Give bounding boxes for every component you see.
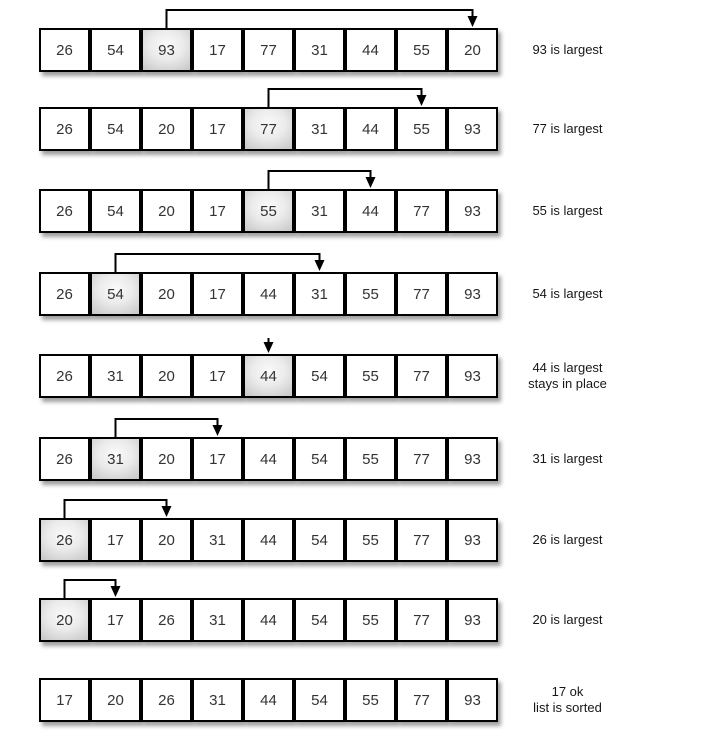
array-cell: 17	[192, 272, 243, 316]
array-cell: 54	[294, 354, 345, 398]
array-cell: 31	[294, 189, 345, 233]
step-label	[505, 107, 630, 151]
array-cell: 20	[141, 189, 192, 233]
array-cell: 55	[345, 272, 396, 316]
swap-arrowhead-icon	[468, 16, 478, 27]
array-cell: 44	[243, 272, 294, 316]
swap-arrow-line	[116, 254, 320, 272]
array-cell: 44	[345, 189, 396, 233]
step-label-line: list is sorted	[533, 700, 602, 715]
swap-arrow-line	[269, 171, 371, 189]
array-cell: 44	[243, 437, 294, 481]
array-cell-highlighted: 26	[39, 518, 90, 562]
swap-arrow	[39, 159, 498, 189]
array-cell: 20	[90, 678, 141, 722]
array-cell: 54	[294, 437, 345, 481]
swap-arrow	[39, 324, 498, 354]
array-cell: 55	[345, 518, 396, 562]
sort-step-7	[0, 518, 712, 562]
sort-step-3	[0, 189, 712, 233]
array-cell: 17	[192, 437, 243, 481]
step-label-line: 77 is largest	[532, 121, 603, 136]
array-cell: 20	[141, 518, 192, 562]
array-cell: 20	[141, 354, 192, 398]
array-cell: 44	[243, 598, 294, 642]
swap-arrow	[39, 0, 498, 28]
array-row	[39, 598, 498, 642]
array-cell: 93	[447, 107, 498, 151]
swap-arrowhead-icon	[162, 506, 172, 517]
sort-step-9	[0, 678, 712, 722]
array-cell: 44	[345, 28, 396, 72]
array-cell: 77	[396, 518, 447, 562]
array-cell: 55	[396, 28, 447, 72]
array-cell: 17	[90, 518, 141, 562]
swap-arrow-line	[269, 89, 422, 107]
array-cell: 93	[447, 598, 498, 642]
array-cell: 20	[447, 28, 498, 72]
swap-arrow	[39, 568, 498, 598]
array-cell: 20	[141, 272, 192, 316]
array-cell: 20	[141, 437, 192, 481]
swap-arrowhead-icon	[111, 586, 121, 597]
step-label	[505, 28, 630, 72]
swap-arrow-line	[65, 580, 116, 598]
swap-arrowhead-icon	[315, 260, 325, 271]
array-cell: 77	[396, 437, 447, 481]
swap-arrow-line	[65, 500, 167, 518]
swap-arrow-line	[167, 10, 473, 28]
array-row	[39, 518, 498, 562]
array-cell: 55	[345, 678, 396, 722]
array-row	[39, 678, 498, 722]
array-cell-highlighted: 31	[90, 437, 141, 481]
array-cell-highlighted: 20	[39, 598, 90, 642]
step-label-line: 26 is largest	[532, 532, 603, 547]
array-cell: 31	[294, 28, 345, 72]
array-cell: 26	[39, 272, 90, 316]
array-cell: 54	[294, 518, 345, 562]
array-cell: 17	[192, 107, 243, 151]
array-cell: 93	[447, 518, 498, 562]
step-label	[505, 189, 630, 233]
step-label-line: stays in place	[528, 376, 607, 391]
array-cell: 93	[447, 272, 498, 316]
array-cell: 17	[192, 189, 243, 233]
array-cell-highlighted: 55	[243, 189, 294, 233]
array-row	[39, 28, 498, 72]
array-cell: 31	[294, 107, 345, 151]
swap-arrowhead-icon	[417, 95, 427, 106]
swap-arrow	[39, 407, 498, 437]
swap-arrow-line	[116, 419, 218, 437]
array-row	[39, 107, 498, 151]
array-cell: 26	[39, 189, 90, 233]
array-cell-highlighted: 54	[90, 272, 141, 316]
array-cell: 54	[294, 598, 345, 642]
step-label-line: 93 is largest	[532, 42, 603, 57]
sort-step-6	[0, 437, 712, 481]
step-label-line: 55 is largest	[532, 203, 603, 218]
step-label-line: 54 is largest	[532, 286, 603, 301]
array-cell: 20	[141, 107, 192, 151]
array-cell: 44	[243, 518, 294, 562]
array-cell: 77	[396, 272, 447, 316]
sort-step-8	[0, 598, 712, 642]
array-cell: 26	[39, 354, 90, 398]
array-cell: 55	[345, 354, 396, 398]
array-cell: 77	[396, 678, 447, 722]
array-cell: 31	[192, 518, 243, 562]
array-cell: 77	[396, 598, 447, 642]
swap-arrowhead-icon	[366, 177, 376, 188]
step-label-line: 17 ok	[551, 684, 584, 699]
step-label	[505, 678, 630, 722]
array-cell: 55	[345, 598, 396, 642]
step-label-line: 20 is largest	[532, 612, 603, 627]
array-cell: 54	[90, 189, 141, 233]
array-cell: 93	[447, 189, 498, 233]
swap-arrowhead-icon	[213, 425, 223, 436]
step-label	[505, 354, 630, 398]
swap-arrow	[39, 488, 498, 518]
step-label	[505, 437, 630, 481]
array-cell: 26	[141, 598, 192, 642]
array-cell: 17	[90, 598, 141, 642]
array-cell-highlighted: 44	[243, 354, 294, 398]
array-cell: 31	[192, 598, 243, 642]
swap-arrow	[39, 77, 498, 107]
array-cell: 17	[192, 354, 243, 398]
array-cell: 26	[39, 28, 90, 72]
array-cell: 17	[192, 28, 243, 72]
step-label	[505, 598, 630, 642]
sort-step-5	[0, 354, 712, 398]
swap-arrow	[39, 242, 498, 272]
array-row	[39, 189, 498, 233]
array-cell: 31	[90, 354, 141, 398]
sort-step-2	[0, 107, 712, 151]
array-cell: 44	[345, 107, 396, 151]
array-cell: 93	[447, 437, 498, 481]
array-cell: 26	[141, 678, 192, 722]
array-cell: 26	[39, 107, 90, 151]
array-cell: 44	[243, 678, 294, 722]
array-cell: 31	[294, 272, 345, 316]
array-cell: 77	[243, 28, 294, 72]
array-row	[39, 272, 498, 316]
array-cell: 93	[447, 678, 498, 722]
array-cell: 55	[345, 437, 396, 481]
step-label-line: 44 is largest	[532, 360, 603, 375]
array-cell: 54	[294, 678, 345, 722]
step-label-line: 31 is largest	[532, 451, 603, 466]
array-cell: 31	[192, 678, 243, 722]
array-cell: 54	[90, 107, 141, 151]
array-cell: 77	[396, 354, 447, 398]
array-cell: 55	[396, 107, 447, 151]
swap-arrowhead-icon	[264, 342, 274, 353]
array-cell: 26	[39, 437, 90, 481]
step-label	[505, 518, 630, 562]
array-cell: 54	[90, 28, 141, 72]
step-label	[505, 272, 630, 316]
array-cell: 93	[447, 354, 498, 398]
array-row	[39, 437, 498, 481]
array-row	[39, 354, 498, 398]
array-cell-highlighted: 77	[243, 107, 294, 151]
sort-step-1	[0, 28, 712, 72]
array-cell: 17	[39, 678, 90, 722]
array-cell: 77	[396, 189, 447, 233]
array-cell-highlighted: 93	[141, 28, 192, 72]
sort-step-4	[0, 272, 712, 316]
